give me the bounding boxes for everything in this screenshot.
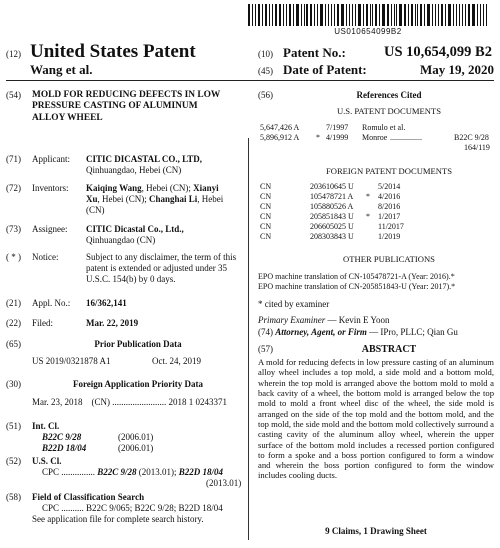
barcode-bar xyxy=(358,4,361,26)
barcode-bar xyxy=(258,4,261,26)
field-search-heading: Field of Classification Search xyxy=(32,492,145,502)
foreign-doc-row xyxy=(260,182,460,192)
int-cl-2: B22D 18/04 xyxy=(42,443,87,453)
assignee-location: Qinhuangdao (CN) xyxy=(86,234,156,245)
other-publications-heading: OTHER PUBLICATIONS xyxy=(343,254,435,264)
barcode-bar xyxy=(394,4,395,26)
us-cl-cpc xyxy=(42,467,223,478)
cited-by-examiner: * cited by examiner xyxy=(258,299,330,309)
barcode-bar xyxy=(293,4,294,26)
field-search-cpc xyxy=(42,503,223,514)
assignee xyxy=(86,224,246,246)
inventor-name: Xianyi xyxy=(193,183,219,193)
foreign-doc-number: 208303843 U xyxy=(310,232,354,241)
cpc-class: B22C 9/28 xyxy=(97,467,137,477)
barcode-bar xyxy=(310,4,312,26)
barcode-bar xyxy=(387,4,389,26)
barcode-bar xyxy=(262,4,263,26)
patent-number: US 10,654,099 B2 xyxy=(384,44,492,60)
barcode-bar xyxy=(486,4,487,26)
barcode-bar xyxy=(462,4,463,26)
barcode-bar xyxy=(349,4,351,26)
us-doc-number: 5,647,426 A xyxy=(260,123,300,132)
invention-title xyxy=(32,90,244,124)
code-54: (54) xyxy=(6,90,21,100)
field-search-note: See application file for complete search history. xyxy=(32,514,204,524)
barcode-bar xyxy=(255,4,256,26)
abstract-text: A mold for reducing defects in low pressure casting of an aluminum alloy wheel includes a top mold, a side mold and a bottom mold, wherein the top mold is arranged above the bottom mold to mold a back cavity of a wheel, the bottom mold is arranged below the top mold to mold a front wheel disc of the wheel, the side mold is arranged on the side of the top mold and the bottom mold, and the top mold, the side mold and the bottom mold collectively surround a casting cavity of the aluminum alloy wheel, wherein the upper surface of the bottom mold includes a recessed portion configured to form a spoke and a boss portion configured to form a window and wherein the boss portion configured to form the window includes cooling ducts. xyxy=(258,357,494,481)
barcode-bar xyxy=(480,4,481,26)
barcode-bar xyxy=(248,4,250,26)
us-doc-date: 7/1997 xyxy=(326,123,349,132)
barcode-bar xyxy=(269,4,270,26)
notice-line: U.S.C. 154(b) by 0 days. xyxy=(86,273,176,284)
barcode-bar xyxy=(301,4,302,26)
prior-publication-heading: Prior Publication Data xyxy=(94,339,182,349)
inventor-location: , Hebei (CN); xyxy=(97,193,150,204)
inventors-label: Inventors: xyxy=(32,183,69,193)
cpc-label: CPC xyxy=(42,503,60,513)
barcode-bar xyxy=(445,4,446,26)
priority-country: (CN) xyxy=(91,397,110,407)
barcode-bar xyxy=(252,4,253,26)
barcode-bar xyxy=(408,4,409,26)
cpc-dots: .......... xyxy=(61,503,84,513)
applicant-location: Qinhuangdao, Hebei (CN) xyxy=(86,164,182,175)
inventor-name: Xu xyxy=(86,193,98,204)
inventor-location: (CN) xyxy=(86,204,105,215)
us-doc-dots: ................ xyxy=(390,133,422,142)
foreign-doc-number: 105478721 A xyxy=(310,192,354,201)
foreign-doc-row xyxy=(260,222,460,232)
code-22: (22) xyxy=(6,318,21,328)
prior-publication-number: US 2019/0321878 A1 xyxy=(32,356,111,366)
foreign-doc-date: 4/2016 xyxy=(378,192,401,201)
column-divider xyxy=(248,138,249,540)
notice-label: Notice: xyxy=(32,252,59,262)
foreign-doc-number: 203610645 U xyxy=(310,182,354,191)
barcode-bar xyxy=(417,4,418,26)
code-71: (71) xyxy=(6,154,21,164)
barcode-bar xyxy=(272,4,273,26)
foreign-doc-date: 1/2017 xyxy=(378,212,401,221)
date-of-patent: May 19, 2020 xyxy=(420,62,495,77)
us-doc-row-cont xyxy=(260,143,494,153)
barcode-bar xyxy=(438,4,440,26)
filed-label: Filed: xyxy=(32,318,54,328)
foreign-docs-list xyxy=(260,182,460,242)
foreign-doc-date: 8/2016 xyxy=(378,202,401,211)
document-type: United States Patent xyxy=(30,41,196,62)
barcode-bar xyxy=(363,4,364,26)
barcode-bar xyxy=(420,4,422,26)
prior-publication-date: Oct. 24, 2019 xyxy=(152,356,201,366)
foreign-doc-date: 1/2019 xyxy=(378,232,401,241)
barcode-bar xyxy=(432,4,433,26)
invention-title-line: MOLD FOR REDUCING DEFECTS IN LOW xyxy=(32,90,221,100)
examiner-name: — Kevin E Yoon xyxy=(325,315,390,325)
inventor-location: , Hebei xyxy=(197,193,224,204)
barcode-bar xyxy=(372,4,373,26)
notice-text xyxy=(86,252,248,285)
barcode-bar xyxy=(483,4,485,26)
barcode-bar xyxy=(317,4,318,26)
barcode-bar xyxy=(325,4,327,26)
applicant xyxy=(86,154,246,176)
us-doc-star: * xyxy=(316,133,320,142)
references-cited-heading: References Cited xyxy=(356,90,422,100)
barcode-bar xyxy=(275,4,277,26)
foreign-doc-star: * xyxy=(366,212,370,221)
foreign-doc-number: 206605025 U xyxy=(310,222,354,231)
barcode-bar xyxy=(320,4,323,26)
code-notice: ( * ) xyxy=(6,252,21,262)
barcode-bar xyxy=(375,4,377,26)
barcode-bar xyxy=(265,4,267,26)
barcode-bar xyxy=(370,4,371,26)
code-12: (12) xyxy=(6,49,21,59)
barcode-bar xyxy=(468,4,470,26)
appl-no: 16/362,141 xyxy=(86,298,127,308)
abstract-heading: ABSTRACT xyxy=(361,344,417,355)
us-cl-heading: U.S. Cl. xyxy=(32,456,62,466)
barcode-bar xyxy=(331,4,332,26)
foreign-priority-row xyxy=(32,397,227,408)
applicant-name: CITIC DICASTAL CO., LTD, xyxy=(86,154,203,164)
code-72: (72) xyxy=(6,183,21,193)
inventor-name: Kaiqing Wang xyxy=(86,183,142,193)
appl-no-label: Appl. No.: xyxy=(32,298,71,308)
inventor-short: Wang et al. xyxy=(30,62,93,77)
foreign-patent-documents-heading: FOREIGN PATENT DOCUMENTS xyxy=(325,166,453,176)
priority-date: Mar. 23, 2018 xyxy=(32,397,83,407)
us-doc-inventor: Monroe xyxy=(362,133,388,142)
barcode-bar xyxy=(283,4,284,26)
barcode-bar xyxy=(477,4,478,26)
code-74: (74) xyxy=(258,327,273,337)
applicant-label: Applicant: xyxy=(32,154,70,164)
barcode-bar xyxy=(337,4,339,26)
barcode-bar xyxy=(453,4,454,26)
foreign-doc-row xyxy=(260,232,460,242)
barcode-bar xyxy=(328,4,329,26)
assignee-label: Assignee: xyxy=(32,224,68,234)
barcode-bar xyxy=(465,4,466,26)
foreign-priority-heading: Foreign Application Priority Data xyxy=(72,379,204,389)
foreign-doc-country: CN xyxy=(260,192,272,201)
foreign-doc-star: * xyxy=(366,192,370,201)
code-58: (58) xyxy=(6,492,21,502)
barcode-bar xyxy=(435,4,436,26)
foreign-doc-row xyxy=(260,202,460,212)
barcode-bar xyxy=(296,4,299,26)
inventor-location: , Hebei (CN); xyxy=(141,183,194,193)
barcode-bar xyxy=(306,4,308,26)
foreign-doc-country: CN xyxy=(260,222,272,231)
claims-summary: 9 Claims, 1 Drawing Sheet xyxy=(325,526,427,536)
barcode-bar xyxy=(441,4,443,26)
us-doc-class: 164/119 xyxy=(464,143,490,152)
barcode-bar xyxy=(304,4,305,26)
barcode-bar xyxy=(279,4,282,26)
attorney-name: — IPro, PLLC; Qian Gu xyxy=(366,327,458,337)
foreign-doc-date: 5/2014 xyxy=(378,182,401,191)
barcode-bar xyxy=(427,4,430,26)
cpc-class-date: (2013.01); xyxy=(136,467,179,477)
barcode-bar xyxy=(346,4,347,26)
barcode-bar xyxy=(334,4,335,26)
cpc-label: CPC xyxy=(42,467,60,477)
attorney-label: Attorney, Agent, or Firm xyxy=(275,327,367,337)
barcode-bar xyxy=(286,4,287,26)
inventor-name: Changhai Li xyxy=(149,193,198,204)
code-51: (51) xyxy=(6,421,21,431)
barcode-bar xyxy=(314,4,315,26)
barcode-bar xyxy=(456,4,457,26)
us-doc-number: 5,896,912 A xyxy=(260,133,300,142)
us-doc-date: 4/1999 xyxy=(326,133,349,142)
foreign-doc-country: CN xyxy=(260,202,272,211)
code-56: (56) xyxy=(258,90,273,100)
barcode-bar xyxy=(411,4,413,26)
notice-line: Subject to any disclaimer, the term of this xyxy=(86,252,237,262)
barcode-bar xyxy=(352,4,353,26)
other-pub-1: EPO machine translation of CN-105478721-A (Year: 2016).* xyxy=(258,272,455,281)
foreign-doc-country: CN xyxy=(260,212,272,221)
us-doc-class: B22C 9/28 xyxy=(454,133,489,142)
int-cl-1: B22C 9/28 xyxy=(42,432,82,442)
attorney xyxy=(258,327,458,338)
barcode-bar xyxy=(379,4,380,26)
filed-date: Mar. 22, 2019 xyxy=(86,318,139,328)
us-doc-inventor: Romulo et al. xyxy=(362,123,406,132)
barcode xyxy=(248,4,488,26)
header-rule xyxy=(6,80,494,81)
priority-number: 2018 1 0243371 xyxy=(168,397,227,407)
barcode-bar xyxy=(382,4,385,26)
cpc-dots: ............... xyxy=(61,467,96,477)
barcode-number: US010654099B2 xyxy=(334,27,402,36)
invention-title-line: PRESSURE CASTING OF ALUMINUM xyxy=(32,101,198,112)
us-docs-list xyxy=(260,123,494,153)
foreign-doc-row xyxy=(260,212,460,222)
primary-examiner xyxy=(258,315,390,326)
foreign-doc-country: CN xyxy=(260,232,272,241)
barcode-bar xyxy=(391,4,392,26)
barcode-bar xyxy=(404,4,406,26)
barcode-bar xyxy=(459,4,461,26)
code-30: (30) xyxy=(6,379,21,389)
barcode-bar xyxy=(424,4,425,26)
field-search-classes: B22C 9/065; B22C 9/28; B22D 18/04 xyxy=(86,503,223,513)
barcode-bar xyxy=(448,4,451,26)
barcode-bar xyxy=(289,4,291,26)
barcode-bar xyxy=(396,4,397,26)
foreign-doc-date: 11/2017 xyxy=(378,222,404,231)
code-45: (45) xyxy=(258,66,273,76)
invention-title-line: ALLOY WHEEL xyxy=(32,112,103,123)
foreign-doc-row xyxy=(260,192,460,202)
barcode-bar xyxy=(399,4,402,26)
foreign-doc-country: CN xyxy=(260,182,272,191)
cpc-class-date: (2013.01) xyxy=(206,478,242,488)
barcode-bar xyxy=(415,4,416,26)
barcode-bar xyxy=(341,4,344,26)
patent-number-label: Patent No.: xyxy=(283,45,346,60)
int-cl-2-date: (2006.01) xyxy=(118,443,154,453)
other-pub-2: EPO machine translation of CN-205851843-U (Year: 2017).* xyxy=(258,282,456,291)
code-10: (10) xyxy=(258,49,273,59)
code-57: (57) xyxy=(258,344,273,354)
notice-line: patent is extended or adjusted under 35 xyxy=(86,262,227,273)
us-doc-row xyxy=(260,123,494,133)
barcode-bar xyxy=(366,4,368,26)
foreign-doc-number: 105880526 A xyxy=(310,202,354,211)
code-52: (52) xyxy=(6,456,21,466)
inventors xyxy=(86,183,246,216)
date-of-patent-label: Date of Patent: xyxy=(283,62,367,77)
assignee-name: CITIC Dicastal Co., Ltd., xyxy=(86,224,184,234)
cpc-class: B22D 18/04 xyxy=(178,467,224,477)
examiner-label: Primary Examiner xyxy=(258,315,326,325)
priority-dots: ........................ xyxy=(112,397,167,407)
code-65: (65) xyxy=(6,339,21,349)
us-doc-row xyxy=(260,133,494,143)
int-cl-heading: Int. Cl. xyxy=(32,421,60,431)
barcode-bar xyxy=(355,4,356,26)
code-21: (21) xyxy=(6,298,21,308)
int-cl-1-date: (2006.01) xyxy=(118,432,154,442)
code-73: (73) xyxy=(6,224,21,234)
foreign-doc-number: 205851843 U xyxy=(310,212,354,221)
us-patent-documents-heading: U.S. PATENT DOCUMENTS xyxy=(336,106,442,116)
barcode-bar xyxy=(472,4,475,26)
